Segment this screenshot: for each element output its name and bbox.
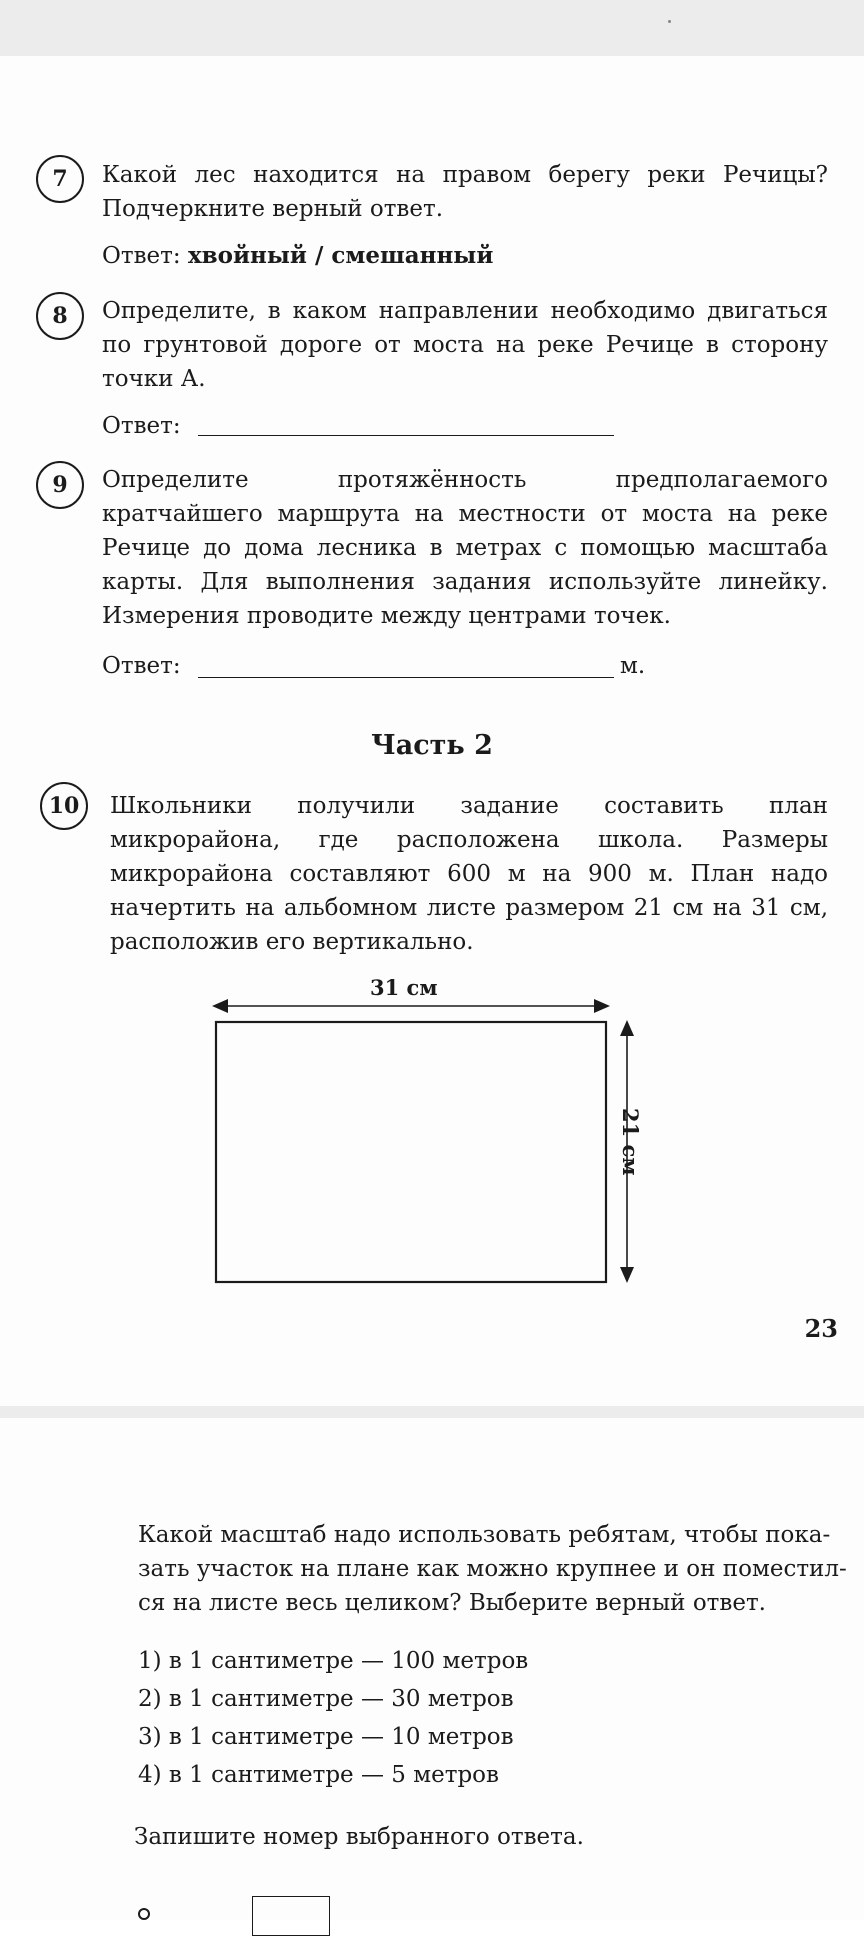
option-2: 2) в 1 сантиметре — 30 метров [138, 1686, 514, 1712]
question-8-number: 8 [36, 292, 84, 340]
question-8-answer-line[interactable] [198, 435, 614, 436]
continuation-text: Какой масштаб надо использовать ребятам, чтобы пока- зать участок на плане как можно крупнее и он поместил- ся на листе весь целиком? Выберите верный ответ. [138, 1522, 847, 1616]
question-8-text: Определите, в каком направлении необходимо двигаться по грунтовой дороге от моста на реке Речице в сторону точки А. [102, 298, 828, 392]
answer-label: Ответ: [102, 243, 181, 269]
answer-box[interactable] [252, 1896, 330, 1936]
question-7-text: Какой лес находится на правом берегу реки Речицы? Подчеркните верный ответ. [102, 162, 828, 222]
option-1: 1) в 1 сантиметре — 100 метров [138, 1648, 529, 1674]
top-background [0, 0, 864, 56]
page-gap [0, 1406, 864, 1418]
sheet-rectangle [216, 1022, 606, 1282]
answer-choices: хвойный / смешанный [187, 242, 494, 269]
option-4: 4) в 1 сантиметре — 5 метров [138, 1762, 499, 1788]
answer-label-cropped [138, 1908, 154, 1920]
option-3: 3) в 1 сантиметре — 10 метров [138, 1724, 514, 1750]
question-9-answer-unit: м. [620, 653, 646, 679]
question-9-answer-line[interactable] [198, 677, 614, 678]
height-label: 21 см [618, 1108, 643, 1176]
question-9-text: Определите протяжённость предполагаемого кратчайшего маршрута на местности от моста на реке Речице до дома лесника в метрах с помощью масштаба карты. Для выполнения задания используйте линейку. Измерения проводите между центрами точек. [102, 467, 828, 629]
answer-instruction: Запишите номер выбранного ответа. [134, 1824, 584, 1850]
question-7-number: 7 [36, 155, 84, 203]
question-8-answer-label: Ответ: [102, 413, 181, 439]
width-label: 31 см [370, 975, 438, 1000]
sheet-diagram [200, 965, 660, 1295]
question-9-number: 9 [36, 461, 84, 509]
question-10-text: Школьники получили задание составить план микрорайона, где расположена школа. Размеры микрорайона составляют 600 м на 900 м. План надо начертить на альбомном листе размером 21 см на 31 см, расположив его вертикально. [110, 793, 828, 955]
part-title: Часть 2 [371, 730, 493, 761]
question-7-answer [102, 242, 493, 269]
question-10-number: 10 [40, 782, 88, 830]
width-arrow [212, 999, 610, 1013]
dot-mark [668, 20, 671, 23]
page-number: 23 [804, 1314, 838, 1343]
question-9-answer-label: Ответ: [102, 653, 181, 679]
